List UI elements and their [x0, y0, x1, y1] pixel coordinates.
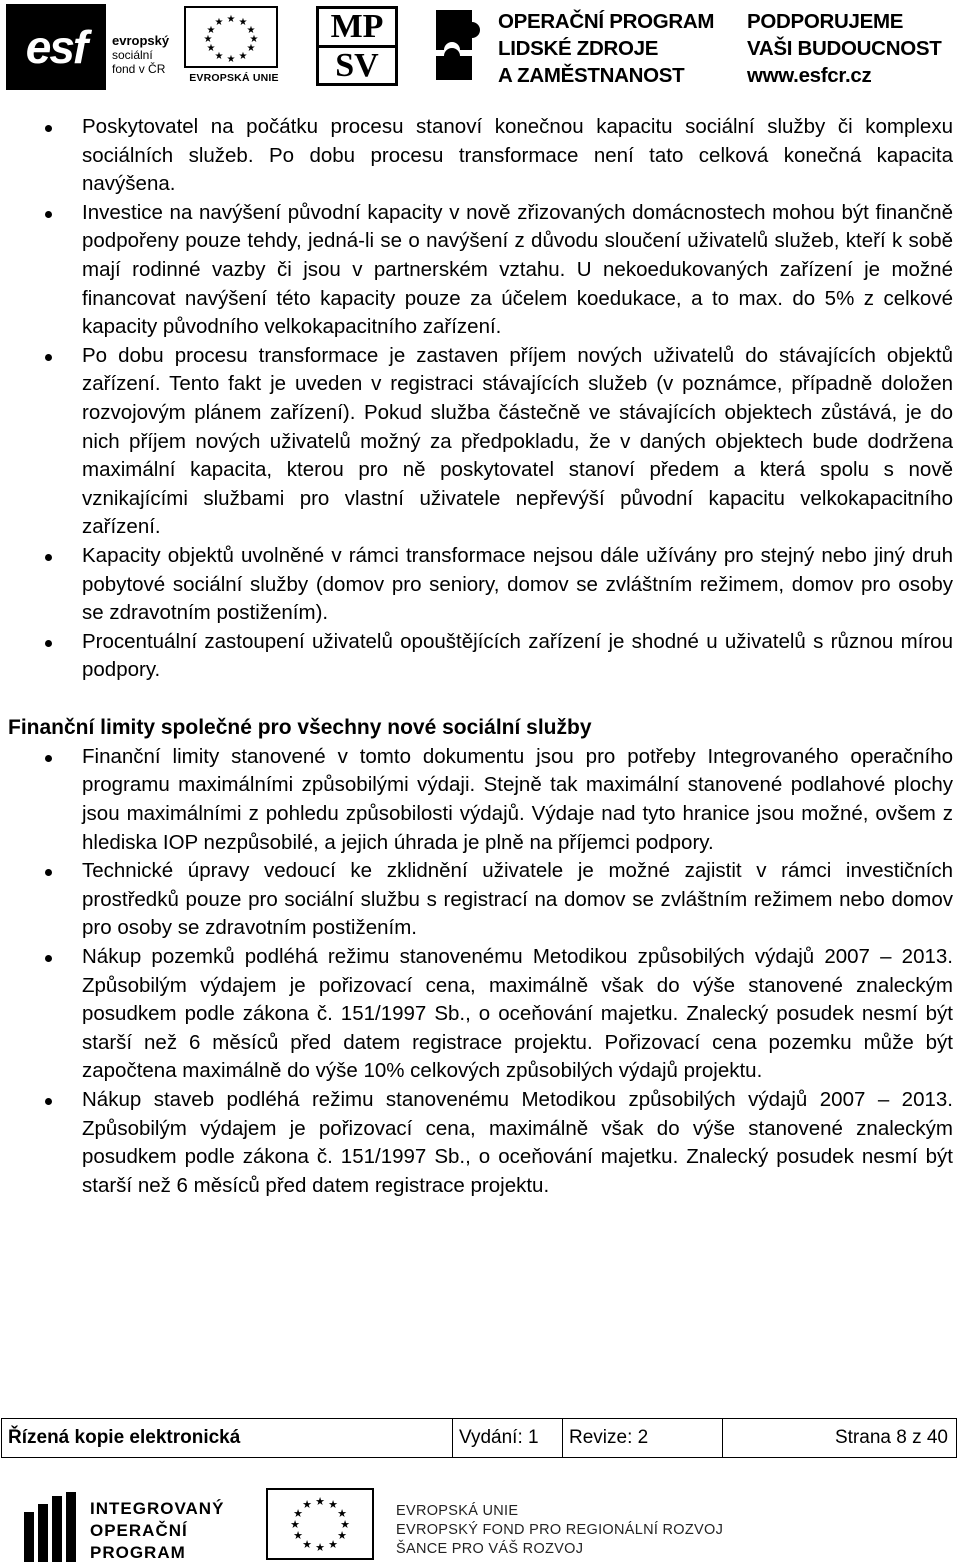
list-item-text: Nákup pozemků podléhá režimu stanovenému Metodikou způsobilých výdajů 2007 – 2013. Způsobilým výdajem je pořizovací cena, maximálně však do výše stanovené znaleckým posudkem podle zákona č. 151/1997 Sb., o oceňování majetku. Znalecký posudek nesmí být starší než 6 měsíců před datem registrace projektu. Pořizovací cena pozemku může být započtena maximálně do výše 10% celkových způsobilých výdajů projektu.: [82, 945, 953, 1083]
svg-text:★: ★: [302, 1538, 312, 1551]
svg-text:★: ★: [246, 25, 256, 36]
list-item: [0, 342, 960, 542]
erdf-line: ŠANCE PRO VÁŠ ROZVOJ: [396, 1541, 584, 1557]
svg-text:★: ★: [249, 34, 259, 45]
list-item-text: Procentuální zastoupení uživatelů opouštějících zařízení je shodné u uživatelů s různou mírou podpory.: [82, 629, 953, 682]
svg-text:★: ★: [340, 1518, 350, 1531]
esf-logo: [6, 4, 176, 90]
svg-text:★: ★: [328, 1538, 338, 1551]
erdf-logo-text: [396, 1502, 723, 1559]
op-line: OPERAČNÍ PROGRAM: [498, 10, 715, 33]
list-item-text: Poskytovatel na počátku procesu stanoví konečnou kapacitu sociální služby či komplexu sociálních služeb. Po dobu procesu transformace není tato celková konečná kapacita navýšena.: [82, 115, 953, 196]
eu-logo: [182, 6, 282, 90]
op-lzz-logo-text: [498, 8, 714, 89]
mpsv-logo: [316, 6, 398, 86]
bullet-icon: [45, 640, 52, 647]
footer-copy-status: Řízená kopie elektronická: [8, 1427, 241, 1448]
footer-table: [1, 1418, 957, 1458]
podporujeme-logo-text: [747, 8, 941, 89]
svg-text:★: ★: [293, 1529, 303, 1542]
svg-text:★: ★: [315, 1495, 325, 1508]
iop-line: OPERAČNÍ: [90, 1521, 188, 1540]
eu-label: EVROPSKÁ UNIE: [189, 72, 279, 84]
bullet-icon: [45, 211, 52, 218]
list-item-text: Po dobu procesu transformace je zastaven příjem nových uživatelů do stávajících objektů zařízení. Tento fakt je uveden v registraci stávajících služeb (v poznámce, případně doložen rozvojovým plánem zařízení). Pokud služba částečně ve stávajících objektech zůstává, je do nich příjem nových uživatelů možný za předpokladu, že v daných objektech bude dodržena maximální kapacita, kterou pro ně poskytovatel stanoví předem a která spolu s nově vznikajícími službami pro vlastní uživatele nepřevýší původní kapacitu velkokapacitního zařízení.: [82, 343, 953, 539]
list-item: [0, 628, 960, 685]
section-heading: Finanční limity společné pro všechny nové sociální služby: [8, 715, 592, 739]
bullet-list-capacity: [0, 113, 960, 685]
list-item-text: Investice na navýšení původní kapacity v nově zřizovaných domácnostech mohou být finančně podpořeny pouze tehdy, jedná-li se o navýšení z důvodu sloučení uživatelů služeb, kteří k sobě mají rodinné vazby či jsou v partnerském vztahu. U nekoedukovaných zařízení je možné financovat navýšení této kapacity pouze za účelem koedukace, a to max. do 5% z celkové kapacity původního velkokapacitního zařízení.: [82, 200, 953, 339]
erdf-line: EVROPSKÝ FOND PRO REGIONÁLNÍ ROZVOJ: [396, 1522, 724, 1538]
svg-text:★: ★: [226, 54, 236, 65]
podp-url: www.esfcr.cz: [747, 64, 872, 87]
svg-text:★: ★: [214, 51, 224, 62]
footer-page-number: Strana 8 z 40: [722, 1419, 956, 1457]
erdf-line: EVROPSKÁ UNIE: [396, 1503, 519, 1519]
list-item-text: Nákup staveb podléhá režimu stanovenému Metodikou způsobilých výdajů 2007 – 2013. Způsobilým výdajem je pořizovací cena, maximálně však do výše stanovené znaleckým posudkem podle zákona č. 151/1997 Sb., o oceňování majetku. Znalecký posudek nesmí být starší než 6 měsíců před datem registrace projektu.: [82, 1088, 953, 1197]
list-item: [0, 199, 960, 342]
esf-text-line: sociální: [112, 48, 153, 62]
list-item-text: Technické úpravy vedoucí ke zklidnění uživatele je možné zajistit v rámci investičních prostředků pouze pro sociální službu s registrací na domov se zvláštním režimem nebo domov pro osoby se zdravotním postižením.: [82, 859, 953, 940]
puzzle-icon: [432, 6, 488, 84]
header-logos: [0, 0, 960, 96]
footer-edition: Vydání: 1: [452, 1419, 562, 1457]
svg-text:★: ★: [206, 43, 216, 54]
document-body: [0, 113, 960, 1200]
svg-text:★: ★: [226, 14, 236, 25]
svg-text:★: ★: [315, 1541, 325, 1554]
iop-logo-icon: [22, 1492, 78, 1562]
svg-text:★: ★: [246, 43, 256, 54]
list-item: [0, 857, 960, 943]
svg-text:★: ★: [290, 1518, 300, 1531]
bullet-icon: [45, 1098, 52, 1105]
svg-text:★: ★: [337, 1529, 347, 1542]
svg-text:★: ★: [214, 17, 224, 28]
svg-text:★: ★: [206, 25, 216, 36]
mpsv-line: SV: [335, 47, 379, 84]
iop-line: PROGRAM: [90, 1543, 186, 1562]
list-item: [0, 943, 960, 1086]
bullet-icon: [45, 955, 52, 962]
iop-logo-text: [90, 1498, 224, 1564]
svg-text:★: ★: [238, 17, 248, 28]
bullet-icon: [45, 554, 52, 561]
svg-text:★: ★: [203, 34, 213, 45]
svg-text:★: ★: [302, 1498, 312, 1511]
list-item-text: Kapacity objektů uvolněné v rámci transformace nejsou dále užívány pro stejný nebo jiný druh pobytové sociální služby (domov pro seniory, domov se zvláštním režimem, domov pro osoby se zdravotním postižením).: [82, 543, 953, 625]
list-item: [0, 113, 960, 199]
footer-revision: Revize: 2: [562, 1419, 722, 1457]
op-line: LIDSKÉ ZDROJE: [498, 37, 659, 60]
podp-line: PODPORUJEME: [747, 10, 904, 33]
podp-line: VAŠI BUDOUCNOST: [747, 37, 942, 60]
bullet-icon: [45, 755, 52, 762]
esf-text: [112, 34, 169, 76]
list-item-text: Finanční limity stanovené v tomto dokumentu jsou pro potřeby Integrovaného operačního programu maximálními způsobilými výdaji. Stejně tak maximální stanovené podlahové plochy jsou maximálními z pohledu způsobilosti výdajů. Výdaje nad tyto hranice jsou možné, ovšem z hlediska IOP nezpůsobilé, a jejich úhrada je plně na příjemci podpory.: [82, 744, 953, 854]
bullet-icon: [45, 125, 52, 132]
mpsv-line: MP: [319, 9, 395, 48]
bullet-list-financial-limits: [0, 743, 960, 1201]
bullet-icon: [45, 354, 52, 361]
list-item: [0, 743, 960, 857]
esf-mark: esf: [6, 4, 106, 90]
list-item: [0, 542, 960, 628]
list-item: [0, 1086, 960, 1200]
op-line: A ZAMĚSTNANOST: [498, 64, 685, 87]
esf-text-line: evropský: [112, 33, 170, 48]
eu-flag-icon: [266, 1488, 374, 1560]
eu-flag-icon: [184, 6, 278, 68]
svg-text:★: ★: [238, 51, 248, 62]
svg-text:★: ★: [293, 1507, 303, 1520]
svg-text:★: ★: [328, 1498, 338, 1511]
bottom-logos: [0, 1480, 960, 1565]
svg-text:★: ★: [337, 1507, 347, 1520]
bullet-icon: [45, 869, 52, 876]
esf-text-line: fond v ČR: [112, 62, 166, 76]
iop-line: INTEGROVANÝ: [90, 1499, 225, 1518]
